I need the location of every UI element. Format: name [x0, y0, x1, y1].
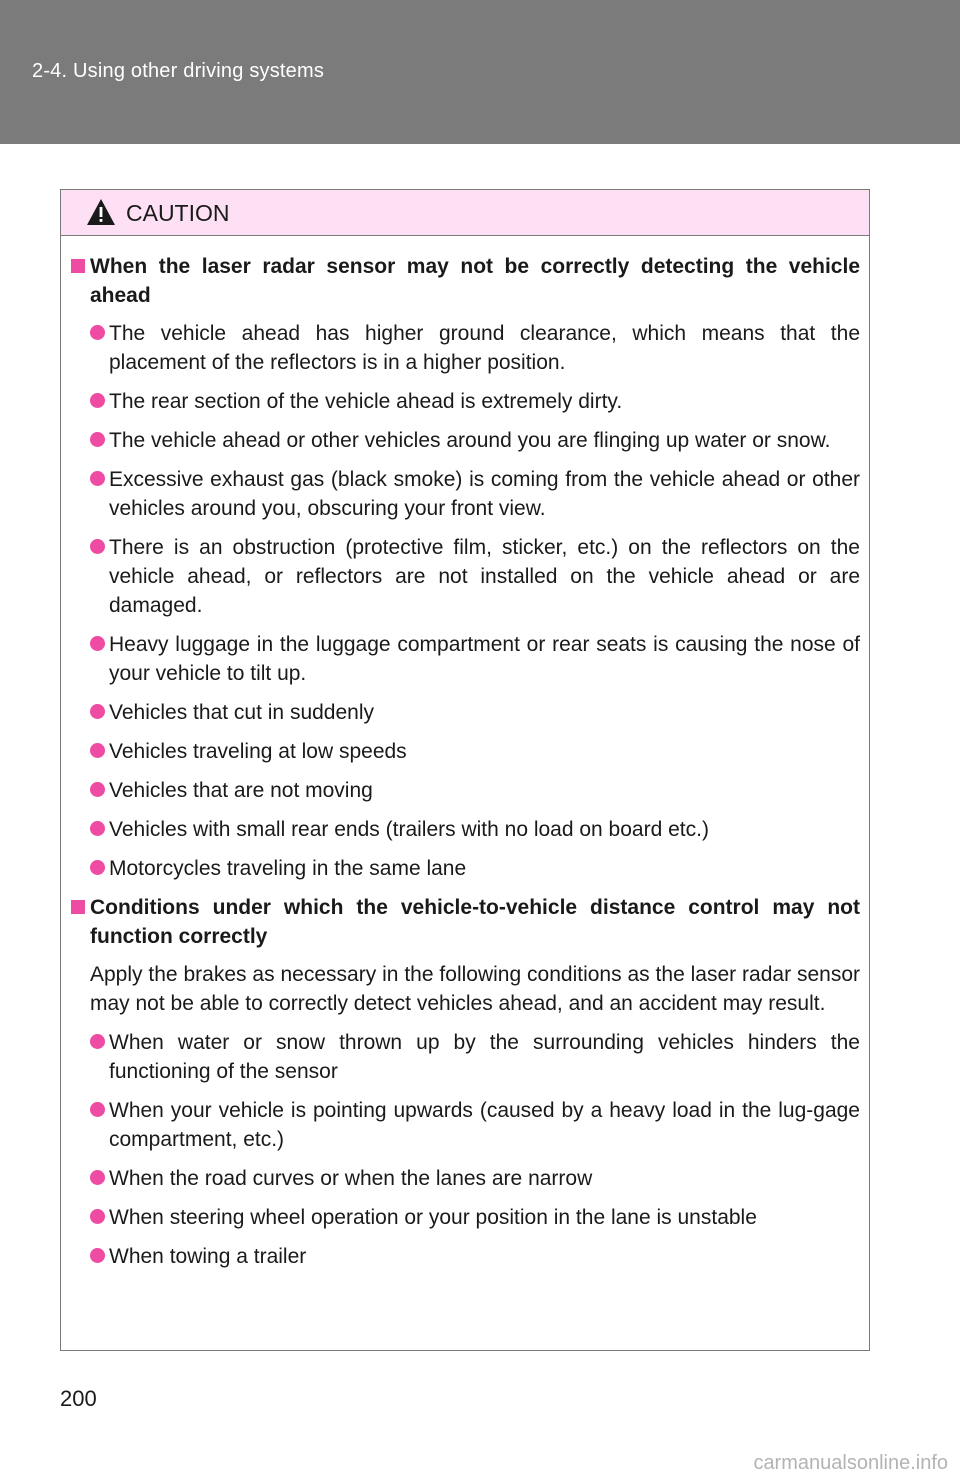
- list-item: [71, 1096, 860, 1154]
- circle-bullet-icon: [90, 1170, 105, 1185]
- page-number: 200: [60, 1386, 97, 1411]
- section-heading-text: When the laser radar sensor may not be correctly detecting the vehicle ahead: [90, 255, 860, 307]
- list-item: [71, 426, 860, 455]
- list-item-text: When water or snow thrown up by the surrounding vehicles hinders the functioning of the sensor: [109, 1031, 860, 1083]
- warning-triangle-icon: [86, 198, 116, 226]
- circle-bullet-icon: [90, 821, 105, 836]
- circle-bullet-icon: [90, 1102, 105, 1117]
- circle-bullet-icon: [90, 539, 105, 554]
- list-item-text: The vehicle ahead has higher ground clearance, which means that the placement of the reflectors is in a higher position.: [109, 322, 860, 374]
- circle-bullet-icon: [90, 393, 105, 408]
- list-item-text: The rear section of the vehicle ahead is extremely dirty.: [109, 390, 623, 413]
- list-item: [71, 533, 860, 620]
- list-item-text: There is an obstruction (protective film, sticker, etc.) on the reflectors on the vehicle ahead, or reflectors are not installed on the vehicle ahead or are damaged.: [109, 536, 860, 617]
- caution-header: [61, 190, 869, 236]
- circle-bullet-icon: [90, 432, 105, 447]
- list-item: [71, 387, 860, 416]
- caution-content: [61, 236, 869, 1271]
- watermark: carmanualsonline.info: [753, 1452, 948, 1474]
- circle-bullet-icon: [90, 782, 105, 797]
- list-item: [71, 698, 860, 727]
- list-item: [71, 1028, 860, 1086]
- list-item-text: Vehicles that are not moving: [109, 779, 373, 802]
- section-paragraph: Apply the brakes as necessary in the following conditions as the laser radar sensor may not be able to correctly detect vehicles ahead, and an accident may result.: [90, 963, 860, 1015]
- list-item: [71, 630, 860, 688]
- list-item: [71, 815, 860, 844]
- circle-bullet-icon: [90, 1248, 105, 1263]
- section-heading-laser-radar: [71, 252, 860, 310]
- list-item-text: When your vehicle is pointing upwards (caused by a heavy load in the lug-gage compartment, etc.): [109, 1099, 860, 1151]
- list-item-text: Vehicles with small rear ends (trailers with no load on board etc.): [109, 818, 709, 841]
- list-item-text: When the road curves or when the lanes are narrow: [109, 1167, 593, 1190]
- list-item: [71, 854, 860, 883]
- circle-bullet-icon: [90, 325, 105, 340]
- list-item-text: Motorcycles traveling in the same lane: [109, 857, 467, 880]
- list-item: [71, 1164, 860, 1193]
- square-bullet-icon: [71, 259, 85, 273]
- list-item-text: When steering wheel operation or your position in the lane is unstable: [109, 1206, 757, 1229]
- circle-bullet-icon: [90, 743, 105, 758]
- list-item-text: Vehicles traveling at low speeds: [109, 740, 407, 763]
- list-item: [71, 1242, 860, 1271]
- circle-bullet-icon: [90, 1034, 105, 1049]
- circle-bullet-icon: [90, 704, 105, 719]
- list-item-text: Heavy luggage in the luggage compartment or rear seats is causing the nose of your vehicle to tilt up.: [109, 633, 860, 685]
- section-heading-text: Conditions under which the vehicle-to-vehicle distance control may not function correctly: [90, 896, 860, 948]
- caution-box: [60, 189, 870, 1351]
- list-item-text: When towing a trailer: [109, 1245, 307, 1268]
- circle-bullet-icon: [90, 471, 105, 486]
- section-heading-distance-control: [71, 893, 860, 951]
- square-bullet-icon: [71, 900, 85, 914]
- list-item: [71, 1203, 860, 1232]
- section-title: 2-4. Using other driving systems: [32, 60, 325, 82]
- list-item-text: Excessive exhaust gas (black smoke) is coming from the vehicle ahead or other vehicles around you, obscuring your front view.: [109, 468, 860, 520]
- list-item: [71, 737, 860, 766]
- list-item: [71, 319, 860, 377]
- list-item: [71, 465, 860, 523]
- list-item-text: The vehicle ahead or other vehicles around you are flinging up water or snow.: [109, 429, 831, 452]
- caution-label: CAUTION: [126, 200, 230, 226]
- circle-bullet-icon: [90, 860, 105, 875]
- list-item-text: Vehicles that cut in suddenly: [109, 701, 375, 724]
- list-item: [71, 776, 860, 805]
- circle-bullet-icon: [90, 1209, 105, 1224]
- circle-bullet-icon: [90, 636, 105, 651]
- page-header-bar: [0, 0, 960, 144]
